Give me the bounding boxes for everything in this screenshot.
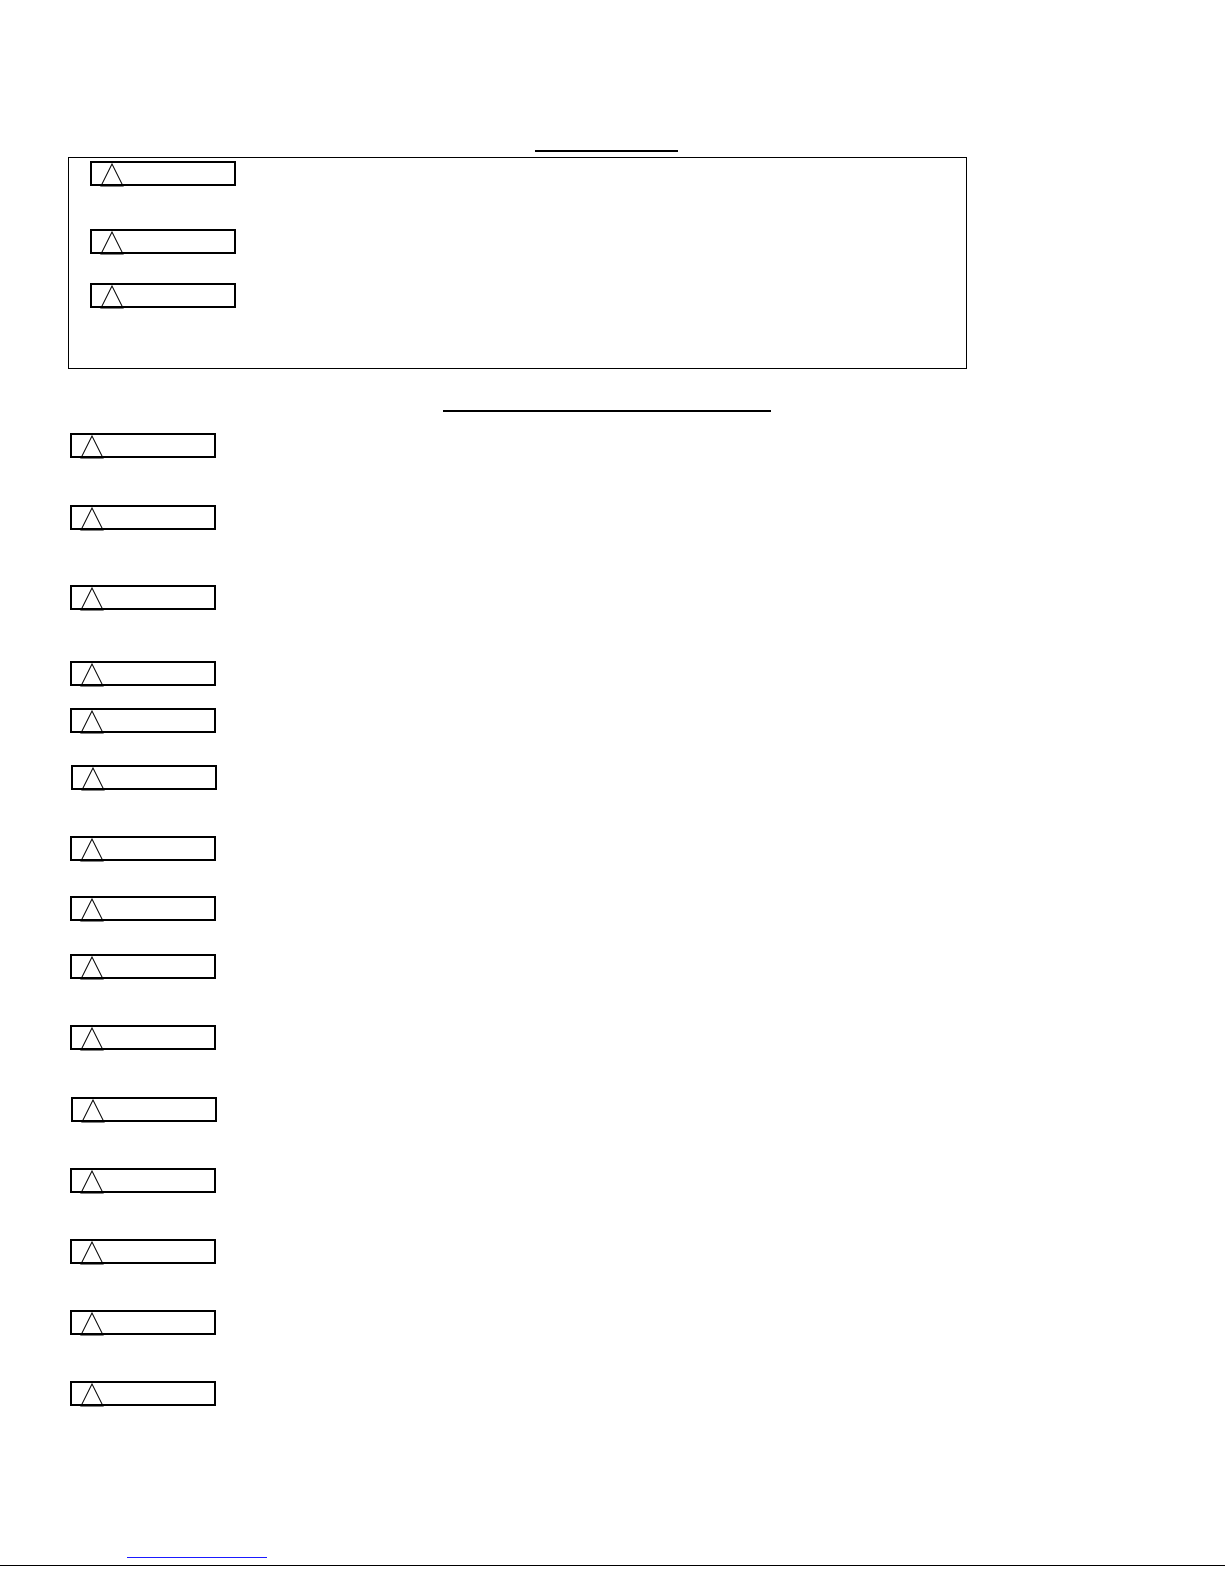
- warning-label: [71, 765, 217, 790]
- warning-label: [70, 708, 216, 733]
- warning-triangle-icon: [100, 231, 126, 254]
- warning-triangle-icon: [81, 1099, 107, 1122]
- warning-label: [70, 896, 216, 921]
- warning-triangle-icon: [80, 898, 106, 921]
- warning-triangle-icon: [80, 1312, 106, 1335]
- warning-triangle-icon: [80, 435, 106, 458]
- warning-label: [70, 661, 216, 686]
- warning-label: [70, 1310, 216, 1335]
- warning-triangle-icon: [81, 767, 107, 790]
- warning-triangle-icon: [80, 956, 106, 979]
- footer-link-underline[interactable]: [127, 1557, 267, 1558]
- warning-triangle-icon: [80, 838, 106, 861]
- warning-label: [70, 433, 216, 458]
- warning-label: [70, 585, 216, 610]
- warning-triangle-icon: [100, 163, 126, 186]
- warning-label: [70, 1239, 216, 1264]
- list-heading-underline: [443, 410, 771, 412]
- warning-label: [70, 1381, 216, 1406]
- warning-triangle-icon: [80, 1027, 106, 1050]
- warning-label: [90, 229, 236, 254]
- warning-label: [70, 1168, 216, 1193]
- warning-label: [90, 161, 236, 186]
- section-heading-underline: [535, 150, 678, 152]
- warning-label: [70, 1025, 216, 1050]
- warning-label: [70, 954, 216, 979]
- warning-triangle-icon: [80, 587, 106, 610]
- warning-triangle-icon: [80, 507, 106, 530]
- warning-triangle-icon: [80, 1241, 106, 1264]
- warning-triangle-icon: [80, 1383, 106, 1406]
- warning-triangle-icon: [100, 285, 126, 308]
- warning-label: [90, 283, 236, 308]
- warning-triangle-icon: [80, 1170, 106, 1193]
- footer-divider: [0, 1565, 1225, 1566]
- warning-label: [70, 505, 216, 530]
- warning-triangle-icon: [80, 710, 106, 733]
- warning-triangle-icon: [80, 663, 106, 686]
- warning-label: [71, 1097, 217, 1122]
- summary-box: [68, 157, 967, 369]
- warning-label: [70, 836, 216, 861]
